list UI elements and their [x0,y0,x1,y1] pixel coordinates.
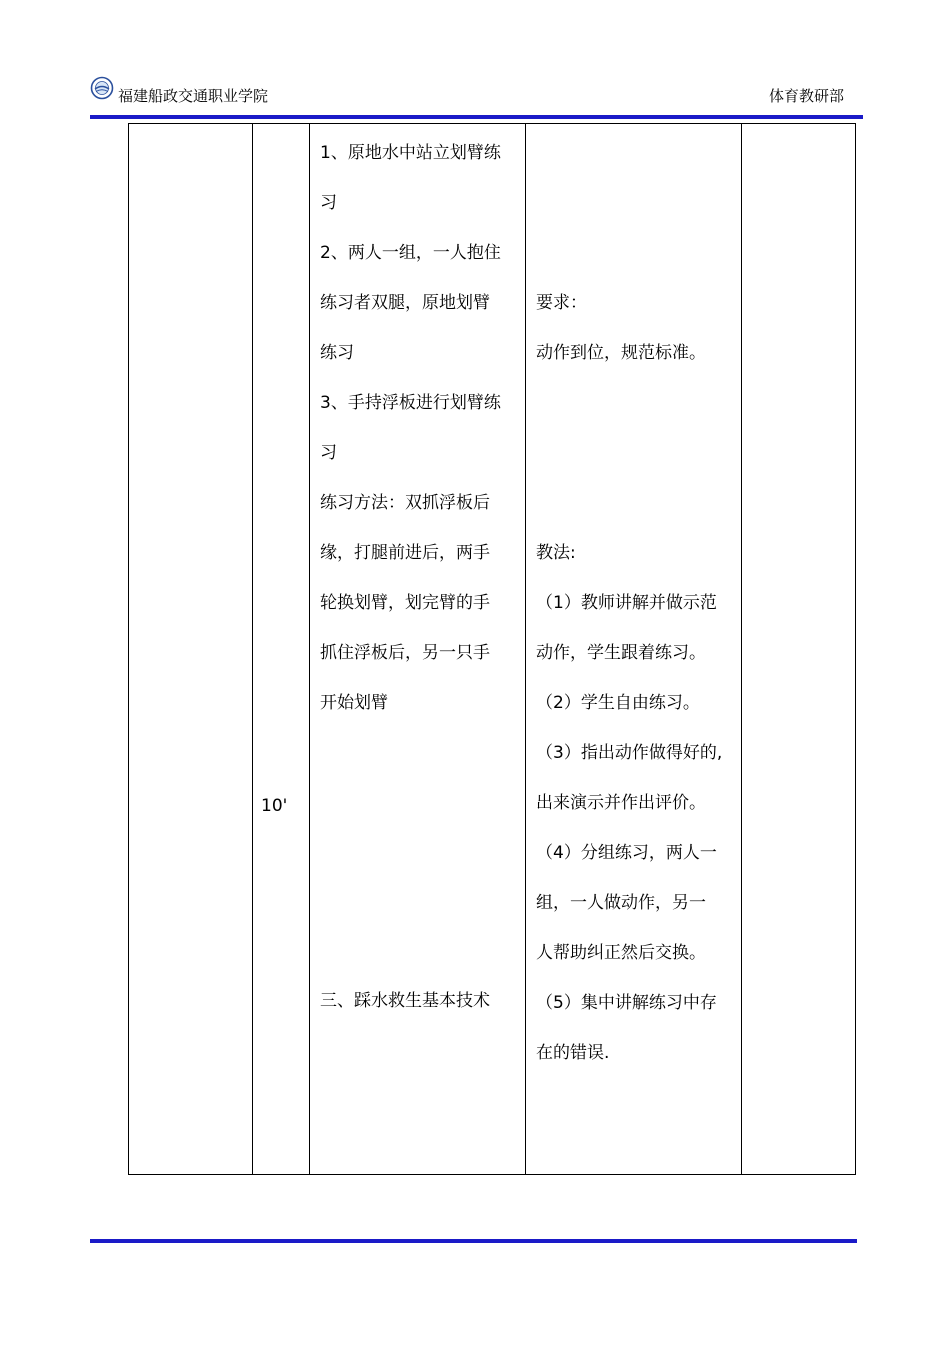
requirements-text [536,291,737,391]
content-cell [310,124,526,1175]
header-divider [90,115,863,119]
requirements-label: 要求： [536,293,587,313]
content-line: 练习者双腿，原地划臂 [320,293,490,313]
lesson-plan-table [128,123,856,1175]
content-line: 3、手持浮板进行划臂练 [320,393,501,413]
content-line: 2、两人一组，一人抱住 [320,243,501,263]
content-text [320,141,521,741]
footer-divider [90,1239,857,1243]
method-label: 教法: [536,543,576,563]
content-line: 缘，打腿前进后，两手 [320,543,490,563]
method-line: 人帮助纠正然后交换。 [536,943,706,963]
time-value: 10' [261,796,288,816]
method-line: （2）学生自由练习。 [536,693,700,713]
content-line: 习 [320,193,337,213]
requirements-line: 动作到位，规范标准。 [536,343,706,363]
method-line: 在的错误. [536,1043,610,1063]
content-line: 练习方法：双抓浮板后 [320,493,490,513]
section-three-text [320,989,521,1039]
method-cell [526,124,742,1175]
section-three-heading: 三、踩水救生基本技术 [320,991,490,1011]
section-cell [129,124,253,1175]
method-line: （4）分组练习，两人一 [536,843,717,863]
school-logo-icon [90,76,114,100]
school-name: 福建船政交通职业学院 [118,87,269,105]
method-line: （1）教师讲解并做示范 [536,593,717,613]
content-line: 习 [320,443,337,463]
time-cell [253,124,310,1175]
table-row [129,124,856,1175]
page-header [90,72,860,120]
notes-cell [742,124,856,1175]
content-line: 抓住浮板后，另一只手 [320,643,490,663]
method-line: 动作，学生跟着练习。 [536,643,706,663]
method-text [536,541,737,1091]
content-line: 练习 [320,343,354,363]
method-line: （5）集中讲解练习中存 [536,993,717,1013]
department-name: 体育教研部 [768,87,844,105]
method-line: 组，一人做动作，另一 [536,893,706,913]
content-line: 轮换划臂，划完臂的手 [320,593,490,613]
method-line: （3）指出动作做得好的, [536,743,723,763]
method-line: 出来演示并作出评价。 [536,793,706,813]
content-line: 1、原地水中站立划臂练 [320,143,501,163]
content-line: 开始划臂 [320,693,388,713]
